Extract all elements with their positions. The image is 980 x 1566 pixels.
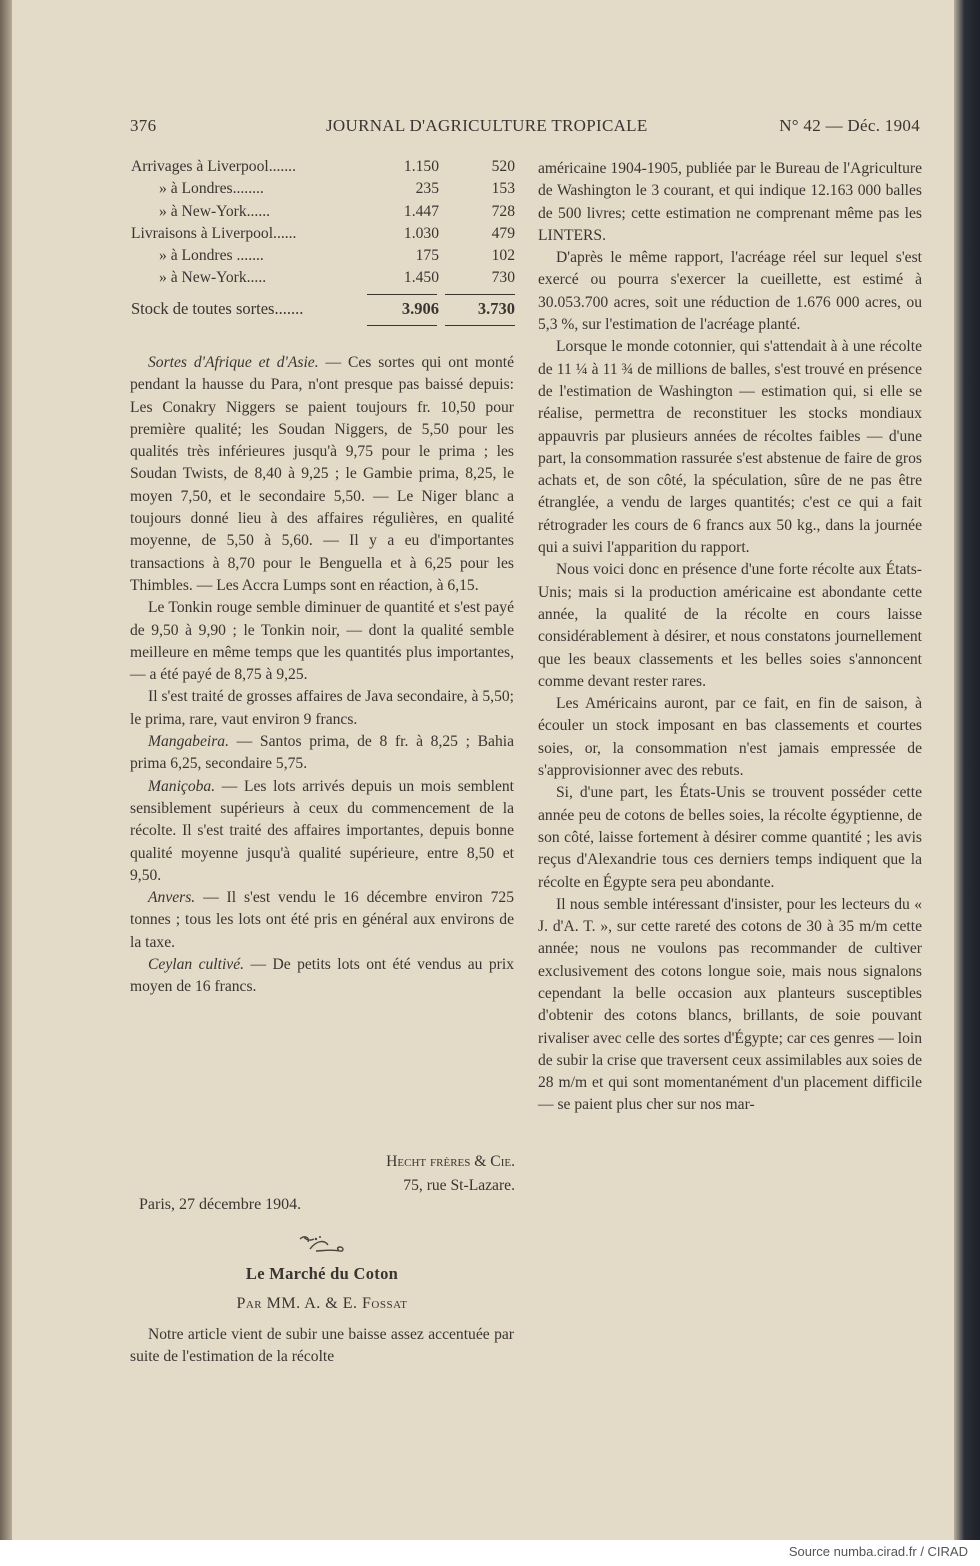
table-row <box>131 267 515 289</box>
row-col2: 730 <box>491 269 515 287</box>
paragraph: Nous voici donc en présence d'une forte récolte aux États-Unis; mais si la production américaine est abondante cette année, la qualité de la récolte en cours laisse considérablement à désirer, et nous constatons journellement que les beaux classements et les belles soies s'annoncent comme devant rester rares. <box>538 561 922 690</box>
paragraph <box>130 597 514 686</box>
paragraph: Si, d'une part, les États-Unis se trouvent posséder cette année peu de cotons de belles soies, la récolte égyptienne, de son côté, laisse fortement à désirer comme quantité ; les avis reçus d'Alexandrie tous ces derniers temps indiquent que la récolte en Égypte sera peu abondante. <box>538 784 922 891</box>
row-col2: 728 <box>491 202 515 220</box>
signature-firm: Hecht frères & Cie. <box>386 1153 515 1170</box>
paragraph <box>130 352 514 597</box>
paragraph <box>130 686 514 731</box>
total-col1: 3.906 <box>401 298 439 318</box>
binding-edge <box>0 0 12 1540</box>
paragraph-lead: Anvers. <box>148 889 196 907</box>
paragraph: D'après le même rapport, l'acréage réel sur lequel s'est exercé ou pourra s'exercer la cueillette, est estimé à 30.053.700 acres, soit une réduction de 1.676 000 acres, ou 5,3 %, sur l'estimation de l'acréage planté. <box>538 249 922 334</box>
table-row <box>131 156 515 178</box>
table-row <box>131 245 515 267</box>
article-title: Le Marché du Coton <box>245 1264 399 1283</box>
paragraph <box>130 731 514 776</box>
ornament-icon <box>296 1233 346 1255</box>
paragraph: Notre article vient de subir une baisse assez accentuée par suite de l'estimation de la récolte <box>130 1326 514 1366</box>
table-row <box>131 178 515 200</box>
paragraph-text: — Il s'est vendu le 16 décembre environ 725 tonnes ; tous les lots ont été pris en général aux environs de la taxe. <box>130 889 514 951</box>
total-col2: 3.730 <box>477 298 515 318</box>
row-col1: 1.150 <box>403 158 439 175</box>
paragraph <box>130 776 514 887</box>
table-total-row <box>131 295 515 323</box>
signature <box>300 1150 515 1198</box>
paragraph-lead: Ceylan cultivé. <box>148 956 245 974</box>
paragraph-text: — De petits lots ont été vendus au prix moyen de 16 francs. <box>130 956 514 996</box>
row-label: » à New-York...... <box>159 202 271 220</box>
article-author: Par MM. A. & E. Fossat <box>236 1295 408 1312</box>
paragraph <box>130 954 514 999</box>
table-row <box>131 223 515 245</box>
row-col2: 153 <box>491 180 515 198</box>
row-col2: 520 <box>491 158 515 175</box>
stock-table <box>131 156 515 326</box>
row-label: Livraisons à Liverpool...... <box>131 224 297 242</box>
paragraph-lead: Sortes d'Afrique et d'Asie. <box>148 354 319 371</box>
row-label: » à Londres ....... <box>159 247 264 265</box>
left-column-text <box>130 352 514 999</box>
paragraph: américaine 1904-1905, publiée par le Bureau de l'Agriculture de Washington le 3 courant, et qui indique 12.163 000 balles de 500 livres; cette estimation ne comprenant même pas les LINTERS. <box>538 160 922 244</box>
paragraph: Les Américains auront, par ce fait, en fin de saison, à écouler un stock imposant en bas classements et courtes soies, or, la consommation n'est jamais empressée de s'approvisionner avec des rebuts. <box>538 695 922 780</box>
row-col1: 1.447 <box>403 202 439 220</box>
row-label: Arrivages à Liverpool....... <box>131 158 296 175</box>
paragraph: Lorsque le monde cotonnier, qui s'attendait à à une récolte de 11 ¼ à 11 ¾ de millions de balles, s'est trouvé en présence de l'estimation de Washington — estimation qui, si elle se réalise, permettra de reconstituer les stocks mondiaux appauvris par plusieurs années de récoltes faibles — d'une part, la consommation rassurée s'est abstenue de faire de gros achats et, de son côté, la spéculation, sûre de ne pas être étranglée, a vendu de larges quantités; c'est ce qui a fait rétrograder les cours de 6 francs aux 50 kg., dans la journée qui a suivi l'apparition du rapport. <box>538 338 922 557</box>
source-credit: Source numba.cirad.fr / CIRAD <box>788 1544 968 1559</box>
journal-title: JOURNAL D'AGRICULTURE TROPICALE <box>326 116 648 135</box>
row-col1: 1.450 <box>403 269 439 287</box>
paragraph-text: — Les lots arrivés depuis un mois semblent sensiblement supérieurs à ceux du commencement de la récolte. Il s'est traité des affaires importantes, depuis bonne qualité moyenne jusqu'à qualité supérieure, entre 8,50 et 9,50. <box>130 777 514 884</box>
table-rule <box>131 325 515 326</box>
paragraph-text: — Santos prima, de 8 fr. à 8,25 ; Bahia prima 6,25, secondaire 5,75. <box>130 733 514 773</box>
paragraph <box>130 887 514 954</box>
row-label: » à New-York..... <box>159 269 267 287</box>
total-label: Stock de toutes sortes....... <box>131 298 304 318</box>
row-col2: 102 <box>491 247 515 265</box>
row-label: » à Londres........ <box>159 180 264 198</box>
paragraph: Il nous semble intéressant d'insister, pour les lecteurs du « J. d'A. T. », sur cette rareté des cotons de 30 à 35 m/m cette année; nous ne voulons pas recommander de cultiver exclusivement des cotons longue soie, mais nous signalons cependant la belle occasion aux planteurs susceptibles d'obtenir des cotons blancs, brillants, de soie pouvant rivaliser avec celle des sortes d'Égypte; car ces genres — loin de subir la crise que traversent ceux assimilables aux soies de 28 m/m et qui sont momentanément d'un placement difficile — se paient plus cher sur nos mar- <box>538 895 922 1114</box>
dateline: Paris, 27 décembre 1904. <box>139 1196 302 1213</box>
page-edge-right <box>954 0 980 1540</box>
table-row <box>131 201 515 223</box>
paragraph-text: Il s'est traité de grosses affaires de Java secondaire, à 5,50; le prima, rare, vaut environ 9 francs. <box>130 688 514 728</box>
paragraph-text: — Ces sortes qui ont monté pendant la hausse du Para, n'ont presque pas baissé depuis: Les Conakry Niggers se paient toujours fr. 10,50 pour première qualité; les Soudan Niggers, de 5,50 pour les qualités très inférieures jusqu'à 9,75 pour le prima ; les Soudan Twists, de 8,40 à 9,25 ; le Gambie prima, 8,25, le moyen 7,50, et le secondaire 5,50. — Le Niger blanc a toujours donné lieu à des affaires régulières, en qualité moyenne, de 5,50 à 5,60. — Il y a eu d'importantes transactions à 8,70 pour le Benguella et à 6,25 pour les Thimbles. — Les Accra Lumps sont en réaction, à 6,15. <box>130 354 515 594</box>
row-col1: 1.030 <box>403 224 439 242</box>
page-number: 376 <box>130 116 157 135</box>
issue-label: N° 42 — Déc. 1904 <box>779 116 920 135</box>
article-intro <box>130 1324 514 1369</box>
row-col2: 479 <box>491 224 515 242</box>
signature-address: 75, rue St-Lazare. <box>403 1177 515 1194</box>
paragraph-lead: Mangabeira. <box>148 733 229 751</box>
row-col1: 175 <box>415 247 439 265</box>
paragraph-lead: Maniçoba. <box>148 777 216 795</box>
paragraph-text: Le Tonkin rouge semble diminuer de quantité et s'est payé de 9,50 à 9,90 ; le Tonkin noir, — dont la qualité semble meilleure en même temps que les quantités plus importantes, — a été payé de 8,75 à 9,25. <box>130 599 514 684</box>
row-col1: 235 <box>415 180 439 198</box>
right-column-text <box>538 158 922 1117</box>
